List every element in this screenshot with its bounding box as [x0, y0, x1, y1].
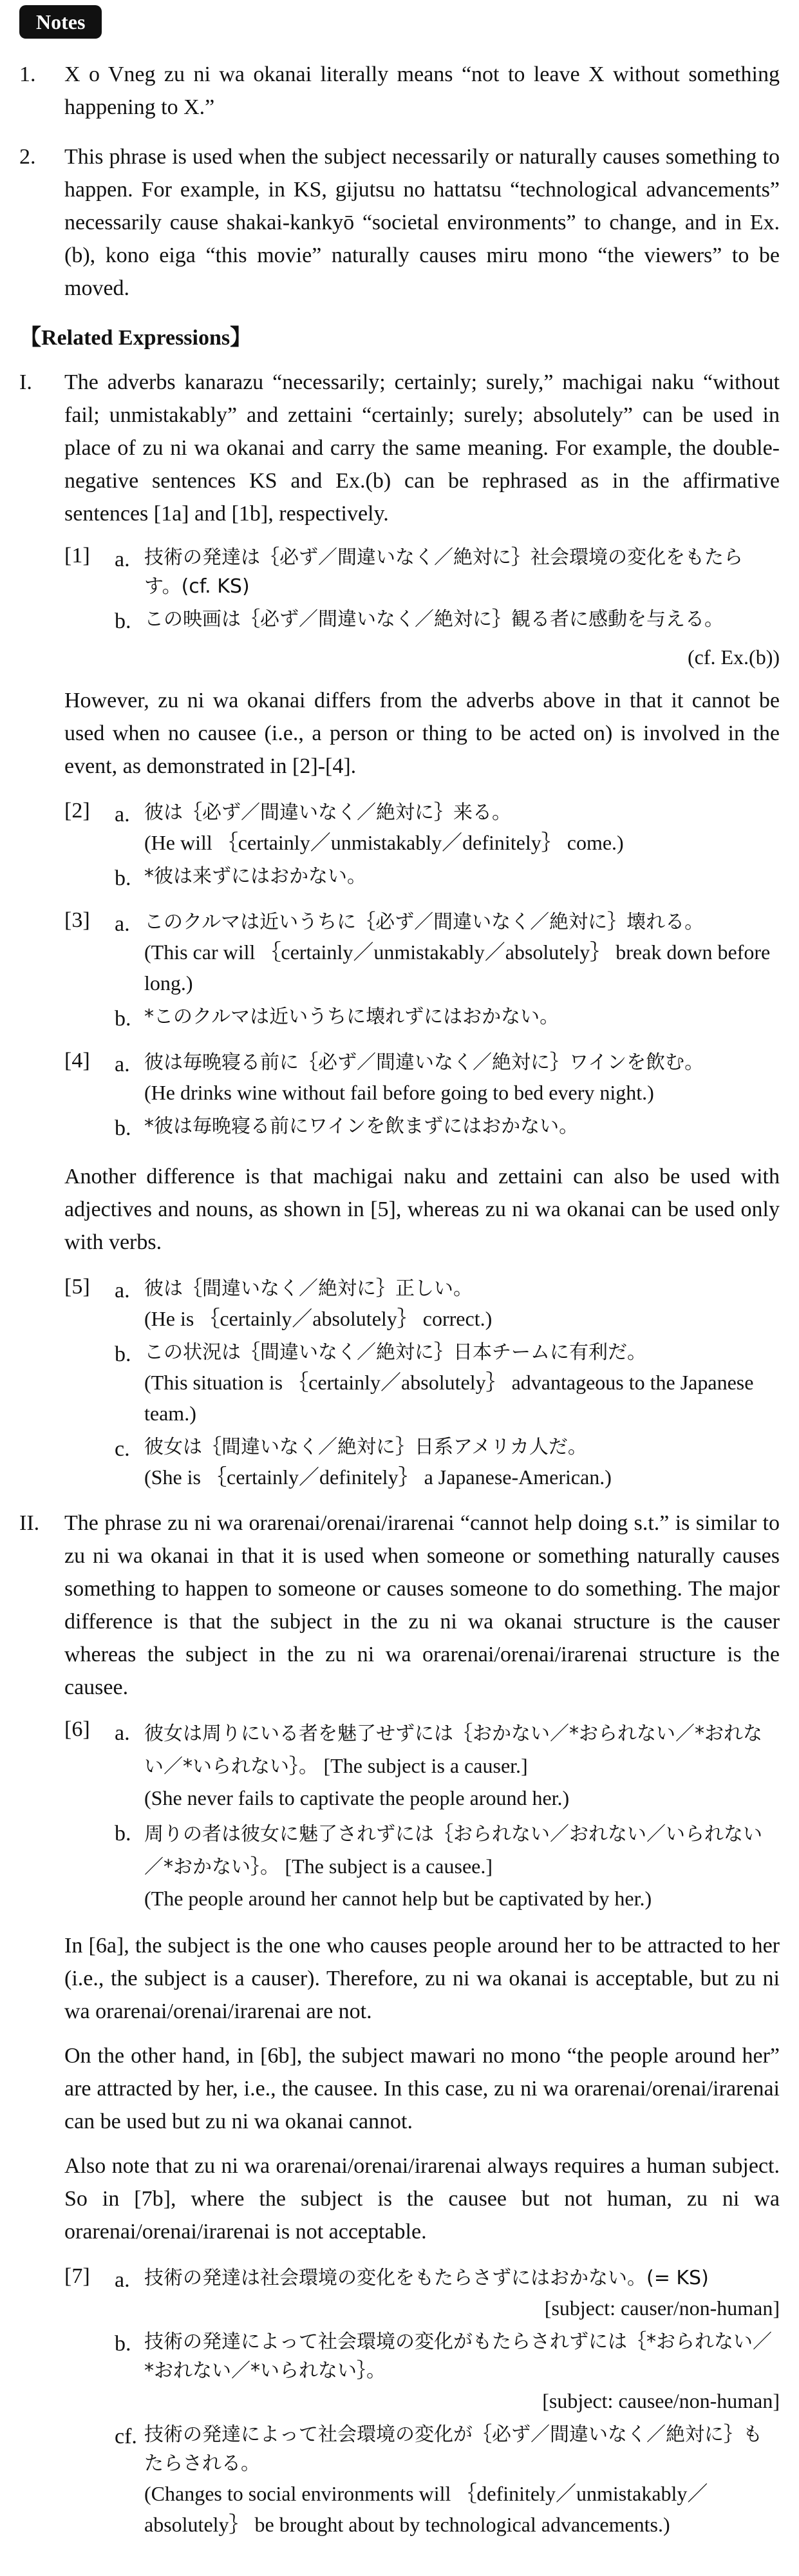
example-7 [64, 2260, 780, 2544]
example-sentence: このクルマは近いうちに｛必ず／間違いなく／絶対に｝壊れる。 [144, 911, 704, 933]
example-number: [2] [64, 799, 90, 823]
paragraph: However, zu ni wa okanai differs from the adverbs above in that it cannot be used when no causee (i.e., a person or thing to be acted on) is involved in the event, as demonstrated in [2]-[4]. [64, 689, 780, 778]
example-translation: (She is ｛certainly／definitely｝ a Japanese-American.) [144, 1465, 612, 1489]
example-translation: (He will ｛certainly／unmistakably／definitely｝ come.) [144, 831, 624, 854]
example-letter: b. [115, 609, 131, 633]
example-translation: (She never fails to captivate the people around her.) [144, 1786, 570, 1809]
related-expressions-title: 【Related Expressions】 [19, 326, 252, 350]
example-number: [3] [64, 908, 90, 932]
example-letter: c. [115, 1437, 130, 1461]
example-sentence: 技術の発達は社会環境の変化をもたらさずにはおかない。(= KS) [144, 2267, 709, 2289]
example-translation: (Changes to social environments will ｛definitely／unmistakably／absolutely｝ be brought about by technological advancements.) [144, 2482, 708, 2536]
example-letter: b. [115, 1822, 131, 1846]
example-translation: (He is ｛certainly／absolutely｝ correct.) [144, 1307, 493, 1330]
example-translation: (This situation is ｛certainly／absolutely｝ advantageous to the Japanese team.) [144, 1371, 754, 1425]
example-sentence: 彼は毎晩寝る前に｛必ず／間違いなく／絶対に｝ワインを飲む。 [144, 1051, 704, 1074]
example-letter: a. [115, 548, 130, 571]
note-text: This phrase is used when the subject necessarily or naturally causes something to happen. For example, in KS, gijutsu no hattatsu “technological advancements” necessarily cause shakai-kankyō “societal environments” to change, and in Ex.(b), kono eiga “this movie” naturally causes miru mono “the viewers” to be moved. [64, 145, 780, 300]
note-2 [19, 140, 780, 305]
paragraph: On the other hand, in [6b], the subject mawari no mono “the people around her” are attracted by her, i.e., the causee. In this case, zu ni wa orarenai/orenai/irarenai can be used but zu ni wa okanai cannot. [64, 2044, 780, 2133]
example-letter: a. [115, 1279, 130, 1302]
note-text: X o Vneg zu ni wa okanai literally means “not to leave X without something happening to X.” [64, 62, 780, 119]
example-letter: b. [115, 866, 131, 890]
example-letter: b. [115, 1116, 131, 1140]
paragraph: Also note that zu ni wa orarenai/orenai/irarenai always requires a human subject. So in [7b], where the subject is the causee but not human, zu ni wa orarenai/orenai/irarenai is not acceptable. [64, 2154, 780, 2244]
example-tag: [The subject is a causee.] [285, 1855, 493, 1878]
example-sentence: *彼は来ずにはおかない。 [144, 865, 366, 888]
section-2 [19, 1507, 780, 1704]
section-1 [19, 366, 780, 530]
example-letter: a. [115, 912, 130, 936]
example-sentence: *このクルマは近いうちに壊れずにはおかない。 [144, 1006, 559, 1028]
example-letter: b. [115, 1007, 131, 1031]
example-sentence: 彼女は｛間違いなく／絶対に｝日系アメリカ人だ。 [144, 1436, 587, 1458]
example-sentence: 彼女は周りにいる者を魅了せずには｛おかない／*おられない／*おれない／*いられない｝。 [144, 1722, 762, 1778]
example-3 [64, 904, 780, 1039]
example-number: [4] [64, 1049, 90, 1073]
example-letter: b. [115, 2332, 131, 2356]
example-sentence: 技術の発達によって社会環境の変化が｛必ず／間違いなく／絶対に｝もたらされる。 [144, 2423, 762, 2475]
note-number: 1. [19, 62, 36, 86]
example-number: [5] [64, 1275, 90, 1299]
example-6 [64, 1713, 780, 1918]
paragraph: Another difference is that machigai naku and zettaini can also be used with adjectives and nouns, as shown in [5], whereas zu ni wa okanai can be used only with verbs. [64, 1165, 780, 1254]
section-number: II. [19, 1511, 40, 1535]
example-translation: (The people around her cannot help but be captivated by her.) [144, 1887, 652, 1910]
example-1 [64, 539, 780, 673]
example-tag: [The subject is a causer.] [323, 1754, 528, 1777]
example-sentence: この映画は｛必ず／間違いなく／絶対に｝観る者に感動を与える。 [144, 608, 724, 631]
example-number: [6] [64, 1717, 90, 1741]
example-sentence: *彼は毎晩寝る前にワインを飲まずにはおかない。 [144, 1115, 579, 1138]
example-translation: (This car will ｛certainly／unmistakably／absolutely｝ break down before long.) [144, 940, 771, 995]
example-translation: (He drinks wine without fail before going to bed every night.) [144, 1081, 654, 1104]
example-letter: b. [115, 1342, 131, 1366]
example-letter: a. [115, 2268, 130, 2292]
example-5 [64, 1270, 780, 1496]
example-letter: cf. [115, 2425, 137, 2448]
example-sentence: 技術の発達によって社会環境の変化がもたらされずには｛*おられない／*おれない／*いられない｝。 [144, 2331, 772, 2382]
example-tag: [subject: causer/non-human] [544, 2296, 780, 2320]
example-number: [1] [64, 544, 90, 568]
example-letter: a. [115, 803, 130, 826]
example-2 [64, 794, 780, 899]
paragraph: In [6a], the subject is the one who causes people around her to be attracted to her (i.e., the subject is a causer). Therefore, zu ni wa okanai is acceptable, but zu ni wa orarenai/orenai/irarenai are not. [64, 1934, 780, 2023]
example-sentence: 彼は｛必ず／間違いなく／絶対に｝来る。 [144, 801, 511, 824]
note-number: 2. [19, 145, 36, 169]
example-sentence: 彼は｛間違いなく／絶対に｝正しい。 [144, 1277, 473, 1300]
cross-reference: (cf. Ex.(b)) [687, 645, 780, 669]
section-intro: The adverbs kanarazu “necessarily; certainly; surely,” machigai naku “without fail; unmistakably” and zettaini “certainly; surely; absolutely” can be used in place of zu ni wa okanai and carry the same meaning. For example, the double-negative sentences KS and Ex.(b) can be rephrased as in the affirmative sentences [1a] and [1b], respectively. [64, 370, 780, 526]
example-number: [7] [64, 2264, 90, 2288]
example-letter: a. [115, 1721, 130, 1745]
notes-badge: Notes [19, 5, 102, 39]
example-sentence: この状況は｛間違いなく／絶対に｝日本チームに有利だ。 [144, 1341, 646, 1364]
section-intro: The phrase zu ni wa orarenai/orenai/irarenai “cannot help doing s.t.” is similar to zu ni wa okanai in that it is used when someone or something naturally causes something to happen to someone or causes someone to do something. The major difference is that the subject in the zu ni wa okanai structure is the causer whereas the subject in the zu ni wa orarenai/orenai/irarenai structure is the causee. [64, 1511, 780, 1699]
example-sentence: 技術の発達は｛必ず／間違いなく／絶対に｝社会環境の変化をもたらす。(cf. KS) [144, 546, 743, 598]
example-letter: a. [115, 1053, 130, 1076]
example-4 [64, 1044, 780, 1149]
example-sentence: 周りの者は彼女に魅了されずには｛おられない／おれない／いられない／*おかない｝。 [144, 1823, 762, 1878]
section-number: I. [19, 370, 32, 394]
example-tag: [subject: causee/non-human] [542, 2389, 780, 2412]
note-1 [19, 58, 780, 124]
